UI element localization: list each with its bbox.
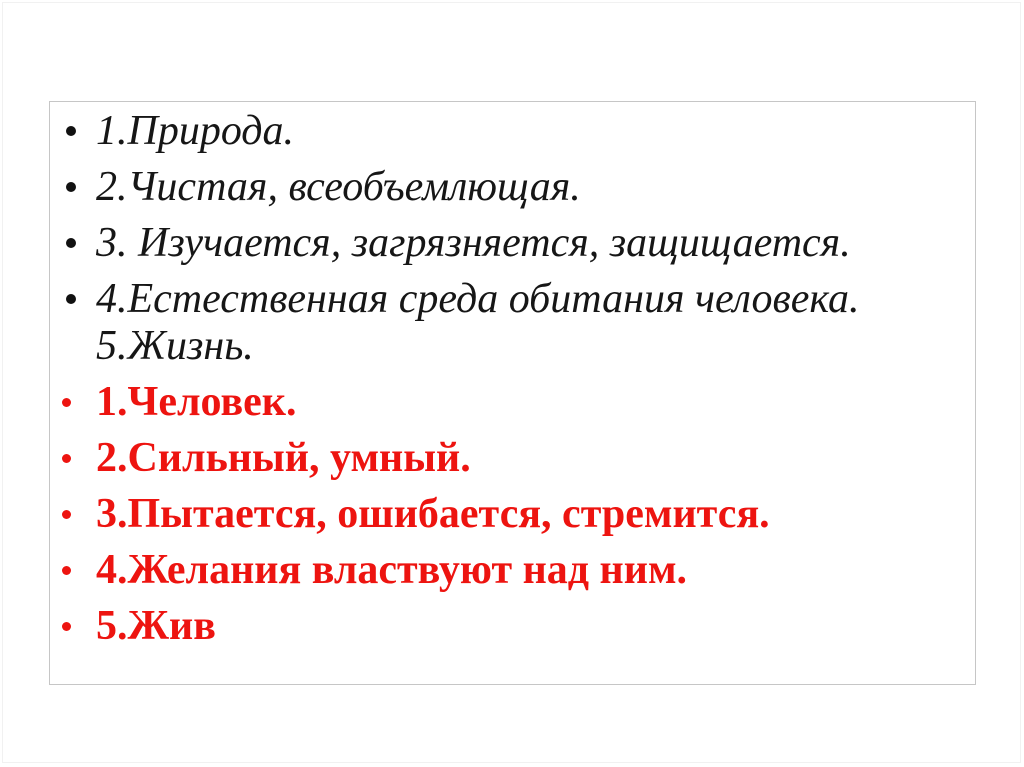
list-item-text: 2.Чистая, всеобъемлющая. [96,164,581,210]
list-item [50,435,957,482]
list-item-text: 3. Изучается, загрязняется, защищается. [96,220,851,266]
list-item-text: 5.Жив [96,603,216,649]
list-item [50,276,957,323]
list-item [50,220,957,267]
bullet-icon [66,238,76,248]
list-item [50,108,957,155]
list-item-text: 4.Желания властвуют над ним. [96,547,688,593]
bullet-icon [62,398,71,407]
list-item [50,603,957,650]
list-item-text: 4.Естественная среда обитания человека. [96,276,860,322]
list-item [50,379,957,426]
bullet-icon [66,294,76,304]
bullet-icon [66,126,76,136]
list-item-text: 1.Природа. [96,108,295,154]
list-item-text: 3.Пытается, ошибается, стремится. [96,491,770,537]
slide-text-box [49,101,976,685]
bullet-icon [62,622,71,631]
bullet-icon [62,566,71,575]
bullet-icon [62,510,71,519]
list-item [50,547,957,594]
list-item-continuation [50,323,957,370]
list-item [50,491,957,538]
list-item-text: 1.Человек. [96,379,297,425]
list-item-text: 5.Жизнь. [96,323,254,369]
bullet-icon [66,182,76,192]
bullet-icon [62,454,71,463]
list-item-text: 2.Сильный, умный. [96,435,471,481]
list-item [50,164,957,211]
